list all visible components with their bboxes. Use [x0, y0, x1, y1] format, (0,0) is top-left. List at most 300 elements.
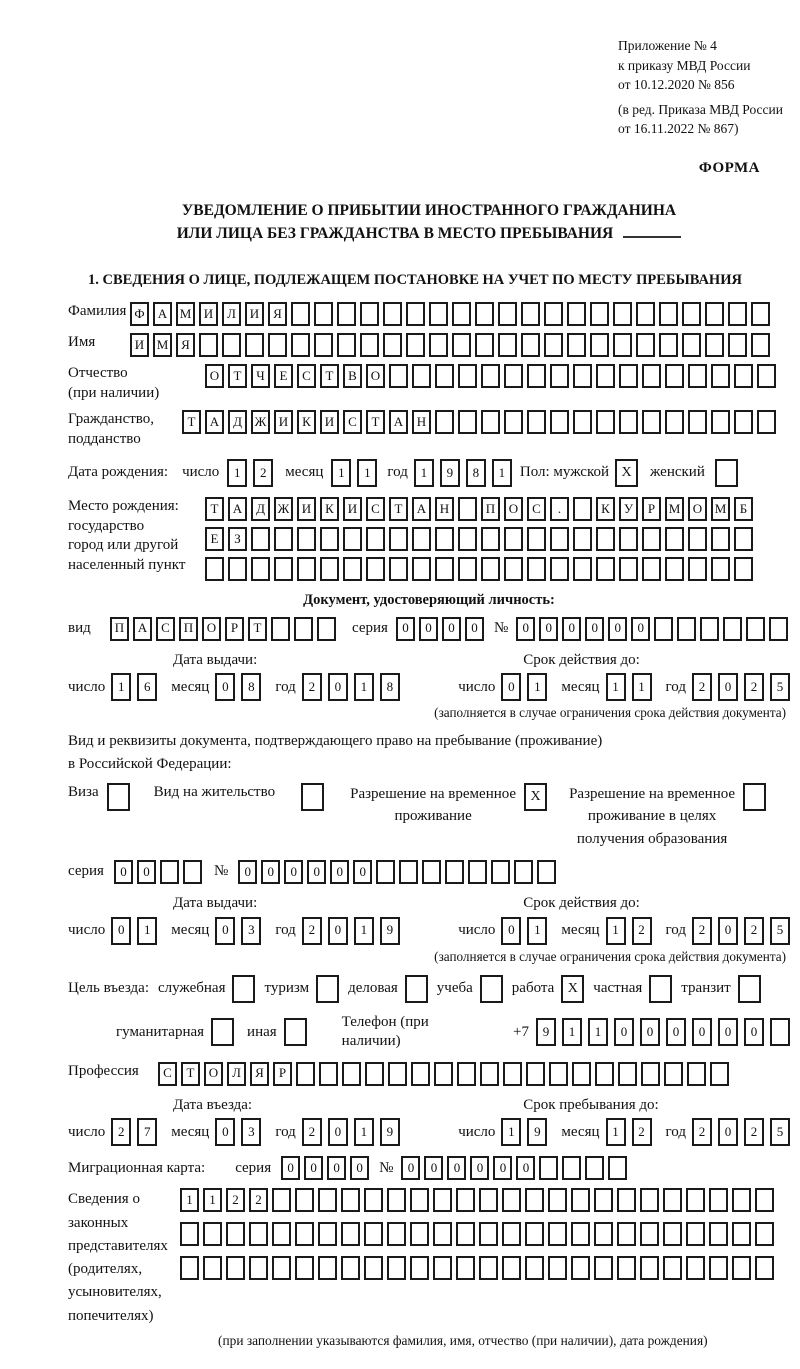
- char-cell[interactable]: Н: [435, 497, 454, 521]
- char-cell[interactable]: 9: [440, 459, 460, 487]
- char-cell[interactable]: [590, 302, 609, 326]
- char-cell[interactable]: 0: [215, 1118, 235, 1146]
- char-cell[interactable]: 2: [744, 1118, 764, 1146]
- char-cell[interactable]: [502, 1222, 521, 1246]
- char-cell[interactable]: 2: [692, 1118, 712, 1146]
- char-cell[interactable]: Я: [268, 302, 287, 326]
- char-cell[interactable]: [663, 1256, 682, 1280]
- char-cell[interactable]: [734, 410, 753, 434]
- char-cell[interactable]: [732, 1256, 751, 1280]
- char-cell[interactable]: [205, 557, 224, 581]
- char-cell[interactable]: Ф: [130, 302, 149, 326]
- char-cell[interactable]: [366, 557, 385, 581]
- char-cell[interactable]: Т: [389, 497, 408, 521]
- char-cell[interactable]: 5: [770, 673, 790, 701]
- char-cell[interactable]: 1: [180, 1188, 199, 1212]
- char-cell[interactable]: [659, 302, 678, 326]
- char-cell[interactable]: Р: [225, 617, 244, 641]
- char-cell[interactable]: 0: [608, 617, 627, 641]
- char-cell[interactable]: М: [153, 333, 172, 357]
- char-cell[interactable]: [435, 410, 454, 434]
- char-cell[interactable]: [341, 1256, 360, 1280]
- char-cell[interactable]: [504, 527, 523, 551]
- char-cell[interactable]: [732, 1222, 751, 1246]
- char-cell[interactable]: [222, 333, 241, 357]
- checkbox-sex-male[interactable]: X: [615, 459, 638, 487]
- char-cell[interactable]: 1: [331, 459, 351, 487]
- char-cell[interactable]: [388, 1062, 407, 1086]
- char-cell[interactable]: 0: [401, 1156, 420, 1180]
- char-cell[interactable]: [562, 1156, 581, 1180]
- char-cell[interactable]: [364, 1188, 383, 1212]
- char-cell[interactable]: [549, 1062, 568, 1086]
- char-cell[interactable]: [360, 302, 379, 326]
- char-cell[interactable]: [710, 1062, 729, 1086]
- char-cell[interactable]: [183, 860, 202, 884]
- char-cell[interactable]: [663, 1222, 682, 1246]
- char-cell[interactable]: [596, 364, 615, 388]
- char-cell[interactable]: [755, 1222, 774, 1246]
- char-cell[interactable]: [337, 302, 356, 326]
- char-cell[interactable]: 1: [203, 1188, 222, 1212]
- char-cell[interactable]: [751, 333, 770, 357]
- char-cell[interactable]: [548, 1256, 567, 1280]
- char-cell[interactable]: [734, 557, 753, 581]
- char-cell[interactable]: [654, 617, 673, 641]
- char-cell[interactable]: И: [297, 497, 316, 521]
- char-cell[interactable]: 0: [539, 617, 558, 641]
- char-cell[interactable]: [640, 1222, 659, 1246]
- char-cell[interactable]: П: [481, 497, 500, 521]
- char-cell[interactable]: [249, 1222, 268, 1246]
- char-cell[interactable]: [383, 302, 402, 326]
- char-cell[interactable]: 1: [357, 459, 377, 487]
- char-cell[interactable]: Д: [251, 497, 270, 521]
- char-cell[interactable]: 1: [354, 917, 374, 945]
- char-cell[interactable]: [383, 333, 402, 357]
- char-cell[interactable]: [665, 527, 684, 551]
- char-cell[interactable]: 0: [718, 1118, 738, 1146]
- char-cell[interactable]: [642, 364, 661, 388]
- char-cell[interactable]: [314, 302, 333, 326]
- char-cell[interactable]: [618, 1062, 637, 1086]
- char-cell[interactable]: [360, 333, 379, 357]
- char-cell[interactable]: [504, 410, 523, 434]
- char-cell[interactable]: [642, 527, 661, 551]
- char-cell[interactable]: [498, 302, 517, 326]
- char-cell[interactable]: К: [297, 410, 316, 434]
- checkbox-sex-female[interactable]: [715, 459, 738, 487]
- char-cell[interactable]: [251, 557, 270, 581]
- char-cell[interactable]: [677, 617, 696, 641]
- char-cell[interactable]: [342, 1062, 361, 1086]
- char-cell[interactable]: [711, 410, 730, 434]
- char-cell[interactable]: [514, 860, 533, 884]
- char-cell[interactable]: С: [297, 364, 316, 388]
- char-cell[interactable]: [665, 364, 684, 388]
- char-cell[interactable]: [452, 333, 471, 357]
- char-cell[interactable]: 2: [302, 1118, 322, 1146]
- char-cell[interactable]: [365, 1062, 384, 1086]
- char-cell[interactable]: О: [205, 364, 224, 388]
- char-cell[interactable]: 2: [111, 1118, 131, 1146]
- char-cell[interactable]: 1: [606, 1118, 626, 1146]
- char-cell[interactable]: [226, 1256, 245, 1280]
- char-cell[interactable]: 0: [470, 1156, 489, 1180]
- char-cell[interactable]: [688, 410, 707, 434]
- char-cell[interactable]: [458, 364, 477, 388]
- char-cell[interactable]: [376, 860, 395, 884]
- char-cell[interactable]: [688, 527, 707, 551]
- char-cell[interactable]: [686, 1222, 705, 1246]
- char-cell[interactable]: [550, 557, 569, 581]
- char-cell[interactable]: 0: [666, 1018, 686, 1046]
- char-cell[interactable]: 0: [353, 860, 372, 884]
- char-cell[interactable]: 0: [516, 1156, 535, 1180]
- checkbox-residence-permit[interactable]: [301, 783, 324, 811]
- char-cell[interactable]: [687, 1062, 706, 1086]
- char-cell[interactable]: [686, 1188, 705, 1212]
- char-cell[interactable]: [399, 860, 418, 884]
- char-cell[interactable]: О: [688, 497, 707, 521]
- char-cell[interactable]: Ч: [251, 364, 270, 388]
- char-cell[interactable]: [705, 333, 724, 357]
- char-cell[interactable]: [550, 527, 569, 551]
- char-cell[interactable]: [688, 364, 707, 388]
- char-cell[interactable]: [596, 557, 615, 581]
- char-cell[interactable]: [479, 1188, 498, 1212]
- char-cell[interactable]: [364, 1256, 383, 1280]
- char-cell[interactable]: [411, 1062, 430, 1086]
- char-cell[interactable]: 0: [137, 860, 156, 884]
- char-cell[interactable]: Т: [181, 1062, 200, 1086]
- char-cell[interactable]: [573, 410, 592, 434]
- char-cell[interactable]: 1: [354, 673, 374, 701]
- char-cell[interactable]: [458, 497, 477, 521]
- char-cell[interactable]: [548, 1188, 567, 1212]
- char-cell[interactable]: [709, 1188, 728, 1212]
- char-cell[interactable]: [412, 527, 431, 551]
- char-cell[interactable]: [770, 1018, 790, 1046]
- char-cell[interactable]: 0: [718, 1018, 738, 1046]
- char-cell[interactable]: [228, 557, 247, 581]
- char-cell[interactable]: [682, 302, 701, 326]
- char-cell[interactable]: [468, 860, 487, 884]
- char-cell[interactable]: Е: [274, 364, 293, 388]
- char-cell[interactable]: Т: [205, 497, 224, 521]
- char-cell[interactable]: 2: [632, 917, 652, 945]
- char-cell[interactable]: [406, 333, 425, 357]
- char-cell[interactable]: [412, 557, 431, 581]
- char-cell[interactable]: [757, 410, 776, 434]
- char-cell[interactable]: К: [596, 497, 615, 521]
- char-cell[interactable]: [728, 333, 747, 357]
- char-cell[interactable]: [203, 1256, 222, 1280]
- char-cell[interactable]: [410, 1222, 429, 1246]
- char-cell[interactable]: [249, 1256, 268, 1280]
- char-cell[interactable]: 9: [380, 917, 400, 945]
- char-cell[interactable]: [527, 410, 546, 434]
- char-cell[interactable]: 1: [414, 459, 434, 487]
- char-cell[interactable]: [709, 1256, 728, 1280]
- checkbox-purpose-private[interactable]: [649, 975, 672, 1003]
- char-cell[interactable]: 9: [380, 1118, 400, 1146]
- char-cell[interactable]: 3: [241, 1118, 261, 1146]
- char-cell[interactable]: [608, 1156, 627, 1180]
- char-cell[interactable]: 1: [527, 917, 547, 945]
- char-cell[interactable]: [422, 860, 441, 884]
- char-cell[interactable]: Ж: [274, 497, 293, 521]
- char-cell[interactable]: Е: [205, 527, 224, 551]
- char-cell[interactable]: [665, 557, 684, 581]
- char-cell[interactable]: [572, 1062, 591, 1086]
- checkbox-purpose-business[interactable]: [405, 975, 428, 1003]
- char-cell[interactable]: А: [205, 410, 224, 434]
- char-cell[interactable]: Т: [228, 364, 247, 388]
- char-cell[interactable]: Р: [642, 497, 661, 521]
- char-cell[interactable]: [636, 302, 655, 326]
- char-cell[interactable]: 0: [516, 617, 535, 641]
- char-cell[interactable]: [318, 1256, 337, 1280]
- char-cell[interactable]: 0: [419, 617, 438, 641]
- char-cell[interactable]: А: [228, 497, 247, 521]
- char-cell[interactable]: 2: [744, 673, 764, 701]
- char-cell[interactable]: [596, 527, 615, 551]
- char-cell[interactable]: 1: [562, 1018, 582, 1046]
- char-cell[interactable]: [475, 333, 494, 357]
- char-cell[interactable]: 0: [328, 1118, 348, 1146]
- char-cell[interactable]: [705, 302, 724, 326]
- char-cell[interactable]: [664, 1062, 683, 1086]
- char-cell[interactable]: [663, 1188, 682, 1212]
- char-cell[interactable]: 2: [302, 673, 322, 701]
- char-cell[interactable]: 0: [327, 1156, 346, 1180]
- checkbox-purpose-humanitarian[interactable]: [211, 1018, 234, 1046]
- char-cell[interactable]: Т: [366, 410, 385, 434]
- char-cell[interactable]: [295, 1222, 314, 1246]
- char-cell[interactable]: [458, 557, 477, 581]
- char-cell[interactable]: Л: [222, 302, 241, 326]
- char-cell[interactable]: [567, 302, 586, 326]
- char-cell[interactable]: [596, 410, 615, 434]
- char-cell[interactable]: 0: [447, 1156, 466, 1180]
- char-cell[interactable]: [456, 1222, 475, 1246]
- char-cell[interactable]: [594, 1256, 613, 1280]
- char-cell[interactable]: [550, 410, 569, 434]
- char-cell[interactable]: 0: [501, 673, 521, 701]
- char-cell[interactable]: [389, 557, 408, 581]
- char-cell[interactable]: 5: [770, 1118, 790, 1146]
- char-cell[interactable]: [573, 527, 592, 551]
- char-cell[interactable]: 0: [718, 917, 738, 945]
- char-cell[interactable]: К: [320, 497, 339, 521]
- char-cell[interactable]: [755, 1256, 774, 1280]
- char-cell[interactable]: [343, 527, 362, 551]
- char-cell[interactable]: [274, 527, 293, 551]
- char-cell[interactable]: [475, 302, 494, 326]
- char-cell[interactable]: [387, 1256, 406, 1280]
- char-cell[interactable]: 2: [226, 1188, 245, 1212]
- char-cell[interactable]: [550, 364, 569, 388]
- char-cell[interactable]: [319, 1062, 338, 1086]
- char-cell[interactable]: [686, 1256, 705, 1280]
- char-cell[interactable]: 2: [692, 673, 712, 701]
- char-cell[interactable]: [433, 1256, 452, 1280]
- checkbox-temp-residence[interactable]: X: [524, 783, 547, 811]
- char-cell[interactable]: А: [412, 497, 431, 521]
- char-cell[interactable]: 0: [585, 617, 604, 641]
- char-cell[interactable]: [527, 527, 546, 551]
- char-cell[interactable]: 0: [614, 1018, 634, 1046]
- char-cell[interactable]: [317, 617, 336, 641]
- char-cell[interactable]: Л: [227, 1062, 246, 1086]
- char-cell[interactable]: [410, 1256, 429, 1280]
- char-cell[interactable]: .: [550, 497, 569, 521]
- char-cell[interactable]: [452, 302, 471, 326]
- char-cell[interactable]: 0: [493, 1156, 512, 1180]
- char-cell[interactable]: [642, 410, 661, 434]
- char-cell[interactable]: 1: [501, 1118, 521, 1146]
- char-cell[interactable]: [406, 302, 425, 326]
- char-cell[interactable]: [573, 497, 592, 521]
- char-cell[interactable]: [295, 1256, 314, 1280]
- char-cell[interactable]: [271, 617, 290, 641]
- char-cell[interactable]: 0: [442, 617, 461, 641]
- char-cell[interactable]: [479, 1256, 498, 1280]
- char-cell[interactable]: [617, 1188, 636, 1212]
- char-cell[interactable]: И: [199, 302, 218, 326]
- char-cell[interactable]: 2: [249, 1188, 268, 1212]
- char-cell[interactable]: [525, 1256, 544, 1280]
- char-cell[interactable]: [571, 1188, 590, 1212]
- char-cell[interactable]: [619, 557, 638, 581]
- char-cell[interactable]: 2: [692, 917, 712, 945]
- char-cell[interactable]: С: [343, 410, 362, 434]
- char-cell[interactable]: [504, 364, 523, 388]
- char-cell[interactable]: [412, 364, 431, 388]
- char-cell[interactable]: [268, 333, 287, 357]
- char-cell[interactable]: 0: [307, 860, 326, 884]
- char-cell[interactable]: [294, 617, 313, 641]
- char-cell[interactable]: [343, 557, 362, 581]
- char-cell[interactable]: И: [274, 410, 293, 434]
- char-cell[interactable]: [544, 333, 563, 357]
- char-cell[interactable]: [456, 1256, 475, 1280]
- char-cell[interactable]: 8: [380, 673, 400, 701]
- char-cell[interactable]: [199, 333, 218, 357]
- char-cell[interactable]: [318, 1188, 337, 1212]
- char-cell[interactable]: Я: [250, 1062, 269, 1086]
- char-cell[interactable]: М: [176, 302, 195, 326]
- char-cell[interactable]: П: [179, 617, 198, 641]
- char-cell[interactable]: [571, 1222, 590, 1246]
- char-cell[interactable]: [769, 617, 788, 641]
- char-cell[interactable]: 0: [111, 917, 131, 945]
- char-cell[interactable]: О: [204, 1062, 223, 1086]
- char-cell[interactable]: [711, 557, 730, 581]
- char-cell[interactable]: 0: [215, 917, 235, 945]
- char-cell[interactable]: [682, 333, 701, 357]
- char-cell[interactable]: [456, 1188, 475, 1212]
- char-cell[interactable]: 6: [137, 673, 157, 701]
- char-cell[interactable]: И: [130, 333, 149, 357]
- char-cell[interactable]: Н: [412, 410, 431, 434]
- char-cell[interactable]: [688, 557, 707, 581]
- char-cell[interactable]: [364, 1222, 383, 1246]
- char-cell[interactable]: [480, 1062, 499, 1086]
- char-cell[interactable]: 9: [527, 1118, 547, 1146]
- char-cell[interactable]: И: [320, 410, 339, 434]
- char-cell[interactable]: [435, 364, 454, 388]
- char-cell[interactable]: [544, 302, 563, 326]
- char-cell[interactable]: С: [527, 497, 546, 521]
- char-cell[interactable]: [537, 860, 556, 884]
- char-cell[interactable]: [619, 410, 638, 434]
- char-cell[interactable]: [387, 1188, 406, 1212]
- char-cell[interactable]: [567, 333, 586, 357]
- char-cell[interactable]: [594, 1188, 613, 1212]
- char-cell[interactable]: [723, 617, 742, 641]
- char-cell[interactable]: [636, 333, 655, 357]
- char-cell[interactable]: [251, 527, 270, 551]
- char-cell[interactable]: [734, 527, 753, 551]
- char-cell[interactable]: [491, 860, 510, 884]
- char-cell[interactable]: [709, 1222, 728, 1246]
- char-cell[interactable]: [320, 527, 339, 551]
- char-cell[interactable]: С: [366, 497, 385, 521]
- char-cell[interactable]: 2: [302, 917, 322, 945]
- char-cell[interactable]: 7: [137, 1118, 157, 1146]
- char-cell[interactable]: А: [389, 410, 408, 434]
- char-cell[interactable]: Я: [176, 333, 195, 357]
- char-cell[interactable]: [481, 410, 500, 434]
- char-cell[interactable]: [180, 1222, 199, 1246]
- char-cell[interactable]: [659, 333, 678, 357]
- char-cell[interactable]: [291, 302, 310, 326]
- char-cell[interactable]: [297, 527, 316, 551]
- char-cell[interactable]: [573, 364, 592, 388]
- char-cell[interactable]: [617, 1222, 636, 1246]
- char-cell[interactable]: [619, 527, 638, 551]
- char-cell[interactable]: О: [202, 617, 221, 641]
- char-cell[interactable]: [434, 1062, 453, 1086]
- char-cell[interactable]: [291, 333, 310, 357]
- char-cell[interactable]: [366, 527, 385, 551]
- char-cell[interactable]: 0: [396, 617, 415, 641]
- char-cell[interactable]: 0: [328, 673, 348, 701]
- char-cell[interactable]: [746, 617, 765, 641]
- char-cell[interactable]: 1: [111, 673, 131, 701]
- char-cell[interactable]: 0: [114, 860, 133, 884]
- char-cell[interactable]: А: [153, 302, 172, 326]
- checkbox-purpose-work[interactable]: X: [561, 975, 584, 1003]
- char-cell[interactable]: [640, 1188, 659, 1212]
- char-cell[interactable]: [429, 333, 448, 357]
- char-cell[interactable]: Д: [228, 410, 247, 434]
- char-cell[interactable]: [245, 333, 264, 357]
- char-cell[interactable]: С: [158, 1062, 177, 1086]
- char-cell[interactable]: 0: [281, 1156, 300, 1180]
- char-cell[interactable]: [732, 1188, 751, 1212]
- char-cell[interactable]: 5: [770, 917, 790, 945]
- char-cell[interactable]: 0: [465, 617, 484, 641]
- char-cell[interactable]: Б: [734, 497, 753, 521]
- char-cell[interactable]: [504, 557, 523, 581]
- char-cell[interactable]: 2: [744, 917, 764, 945]
- char-cell[interactable]: 1: [527, 673, 547, 701]
- char-cell[interactable]: [502, 1188, 521, 1212]
- char-cell[interactable]: [711, 364, 730, 388]
